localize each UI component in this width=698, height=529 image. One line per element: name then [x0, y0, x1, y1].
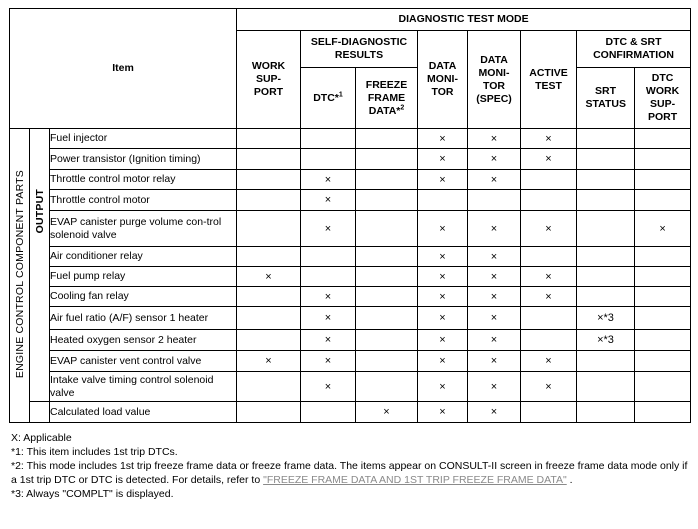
mode-cell	[356, 372, 418, 402]
item-label: Throttle control motor	[50, 190, 237, 211]
mode-cell: ×	[301, 170, 356, 190]
item-label: EVAP canister purge volume con-trol solenoid valve	[50, 211, 237, 247]
mode-cell	[356, 247, 418, 267]
diagnostic-test-mode-table	[9, 8, 691, 423]
item-label: Fuel pump relay	[50, 267, 237, 287]
mode-cell	[577, 149, 635, 170]
mode-cell	[635, 402, 691, 423]
note-2: *2: This mode includes 1st trip freeze frame data or freeze frame data. The items appear on CONSULT-II screen in freeze frame data mode only if a 1st trip DTC or DTC is detected. For details, refer to "FREEZE FRAME DATA AND 1ST TRIP FREEZE FRAME DATA" .	[11, 460, 688, 486]
item-label: Air fuel ratio (A/F) sensor 1 heater	[50, 307, 237, 330]
mode-cell	[635, 351, 691, 372]
mode-cell: ×	[521, 149, 577, 170]
mode-cell	[577, 129, 635, 149]
header-item: Item	[10, 9, 237, 129]
mode-cell	[577, 402, 635, 423]
mode-cell	[521, 307, 577, 330]
header-srt-status: SRT STATUS	[577, 68, 635, 129]
mode-cell	[356, 190, 418, 211]
header-data-monitor: DATA MONI-TOR	[418, 31, 468, 129]
mode-cell: ×	[468, 372, 521, 402]
mode-cell: ×	[418, 330, 468, 351]
mode-cell	[237, 170, 301, 190]
mode-cell	[635, 267, 691, 287]
mode-cell	[237, 287, 301, 307]
table-row	[10, 211, 691, 247]
mode-cell: ×	[418, 402, 468, 423]
item-label: EVAP canister vent control valve	[50, 351, 237, 372]
mode-cell	[577, 372, 635, 402]
mode-cell: ×	[418, 372, 468, 402]
mode-cell	[635, 372, 691, 402]
mode-cell: ×	[468, 247, 521, 267]
side-label-output: OUTPUT	[30, 129, 50, 402]
mode-cell	[301, 402, 356, 423]
mode-cell: ×	[301, 351, 356, 372]
item-label: Intake valve timing control solenoid valve	[50, 372, 237, 402]
mode-cell	[301, 149, 356, 170]
mode-cell	[635, 287, 691, 307]
mode-cell	[577, 211, 635, 247]
header-self-diagnostic-results: SELF-DIAGNOSTIC RESULTS	[301, 31, 418, 68]
item-label: Air conditioner relay	[50, 247, 237, 267]
item-label: Heated oxygen sensor 2 heater	[50, 330, 237, 351]
item-label: Fuel injector	[50, 129, 237, 149]
mode-cell	[521, 330, 577, 351]
mode-cell	[635, 307, 691, 330]
mode-cell	[577, 190, 635, 211]
mode-cell	[356, 351, 418, 372]
mode-cell	[301, 129, 356, 149]
mode-cell: ×	[418, 149, 468, 170]
mode-cell: ×	[356, 402, 418, 423]
mode-cell	[635, 190, 691, 211]
table-row	[10, 247, 691, 267]
mode-cell	[237, 149, 301, 170]
mode-cell	[237, 211, 301, 247]
mode-cell: ×	[468, 402, 521, 423]
mode-cell: ×*3	[577, 330, 635, 351]
table-row	[10, 351, 691, 372]
mode-cell	[577, 247, 635, 267]
mode-cell	[301, 247, 356, 267]
mode-cell	[356, 307, 418, 330]
mode-cell	[301, 267, 356, 287]
mode-cell	[237, 129, 301, 149]
mode-cell	[521, 247, 577, 267]
header-dtc-srt-confirmation: DTC & SRT CONFIRMATION	[577, 31, 691, 68]
header-active-test: ACTIVE TEST	[521, 31, 577, 129]
mode-cell	[635, 330, 691, 351]
header-work-support: WORK SUP-PORT	[237, 31, 301, 129]
table-row	[10, 149, 691, 170]
mode-cell: ×	[301, 287, 356, 307]
header-diagnostic-test-mode: DIAGNOSTIC TEST MODE	[237, 9, 691, 31]
mode-cell	[356, 149, 418, 170]
mode-cell: ×	[418, 351, 468, 372]
table-row	[10, 372, 691, 402]
mode-cell	[635, 247, 691, 267]
item-label: Power transistor (Ignition timing)	[50, 149, 237, 170]
header-dtc-work-support: DTC WORK SUP-PORT	[635, 68, 691, 129]
header-freeze-frame-data: FREEZE FRAME DATA*$^2$	[356, 68, 418, 129]
mode-cell: ×	[468, 149, 521, 170]
mode-cell	[237, 247, 301, 267]
table-row	[10, 307, 691, 330]
mode-cell	[356, 170, 418, 190]
mode-cell: ×	[418, 211, 468, 247]
mode-cell	[635, 170, 691, 190]
mode-cell	[356, 211, 418, 247]
mode-cell: ×	[635, 211, 691, 247]
mode-cell	[356, 129, 418, 149]
mode-cell: ×	[418, 267, 468, 287]
table-row	[10, 170, 691, 190]
header-data-monitor-spec: DATA MONI-TOR (SPEC)	[468, 31, 521, 129]
mode-cell: ×	[521, 372, 577, 402]
mode-cell	[521, 190, 577, 211]
mode-cell	[577, 287, 635, 307]
mode-cell: ×	[521, 351, 577, 372]
mode-cell	[577, 170, 635, 190]
note-3: *3: Always "COMPLT" is displayed.	[11, 488, 174, 500]
mode-cell	[521, 170, 577, 190]
mode-cell: ×	[468, 351, 521, 372]
mode-cell	[635, 149, 691, 170]
mode-cell: ×	[418, 247, 468, 267]
mode-cell: ×	[418, 170, 468, 190]
table-row	[10, 190, 691, 211]
mode-cell	[635, 129, 691, 149]
note-1: *1: This item includes 1st trip DTCs.	[11, 446, 178, 458]
mode-cell: ×	[521, 129, 577, 149]
mode-cell	[356, 287, 418, 307]
mode-cell: ×	[468, 129, 521, 149]
table-row	[10, 287, 691, 307]
mode-cell: ×	[521, 287, 577, 307]
mode-cell: ×	[418, 129, 468, 149]
item-label: Calculated load value	[50, 402, 237, 423]
mode-cell: ×	[468, 211, 521, 247]
mode-cell	[521, 402, 577, 423]
mode-cell	[237, 307, 301, 330]
table-row	[10, 402, 691, 423]
mode-cell	[237, 330, 301, 351]
item-label: Cooling fan relay	[50, 287, 237, 307]
note-applicable: X: Applicable	[11, 432, 72, 444]
mode-cell	[356, 267, 418, 287]
mode-cell: ×*3	[577, 307, 635, 330]
header-dtc: DTC*$^1$	[301, 68, 356, 129]
mode-cell: ×	[468, 330, 521, 351]
mode-cell: ×	[521, 211, 577, 247]
mode-cell: ×	[418, 287, 468, 307]
mode-cell: ×	[301, 372, 356, 402]
mode-cell: ×	[237, 351, 301, 372]
mode-cell: ×	[468, 287, 521, 307]
mode-cell	[237, 190, 301, 211]
mode-cell	[577, 267, 635, 287]
mode-cell: ×	[301, 330, 356, 351]
mode-cell: ×	[468, 170, 521, 190]
mode-cell	[356, 330, 418, 351]
mode-cell	[577, 351, 635, 372]
mode-cell: ×	[468, 267, 521, 287]
mode-cell: ×	[301, 190, 356, 211]
table-row	[10, 267, 691, 287]
table-row	[10, 129, 691, 149]
mode-cell: ×	[418, 307, 468, 330]
mode-cell: ×	[468, 307, 521, 330]
mode-cell	[468, 190, 521, 211]
mode-cell: ×	[301, 211, 356, 247]
side-label-blank	[30, 402, 50, 423]
freeze-frame-data-link[interactable]: "FREEZE FRAME DATA AND 1ST TRIP FREEZE FRAME DATA"	[263, 474, 567, 486]
mode-cell	[237, 372, 301, 402]
mode-cell: ×	[237, 267, 301, 287]
mode-cell	[237, 402, 301, 423]
footnotes	[11, 431, 691, 501]
mode-cell: ×	[301, 307, 356, 330]
mode-cell: ×	[521, 267, 577, 287]
table-row	[10, 330, 691, 351]
side-label-engine-control-component-parts: ENGINE CONTROL COMPONENT PARTS	[10, 129, 30, 423]
item-label: Throttle control motor relay	[50, 170, 237, 190]
mode-cell	[418, 190, 468, 211]
